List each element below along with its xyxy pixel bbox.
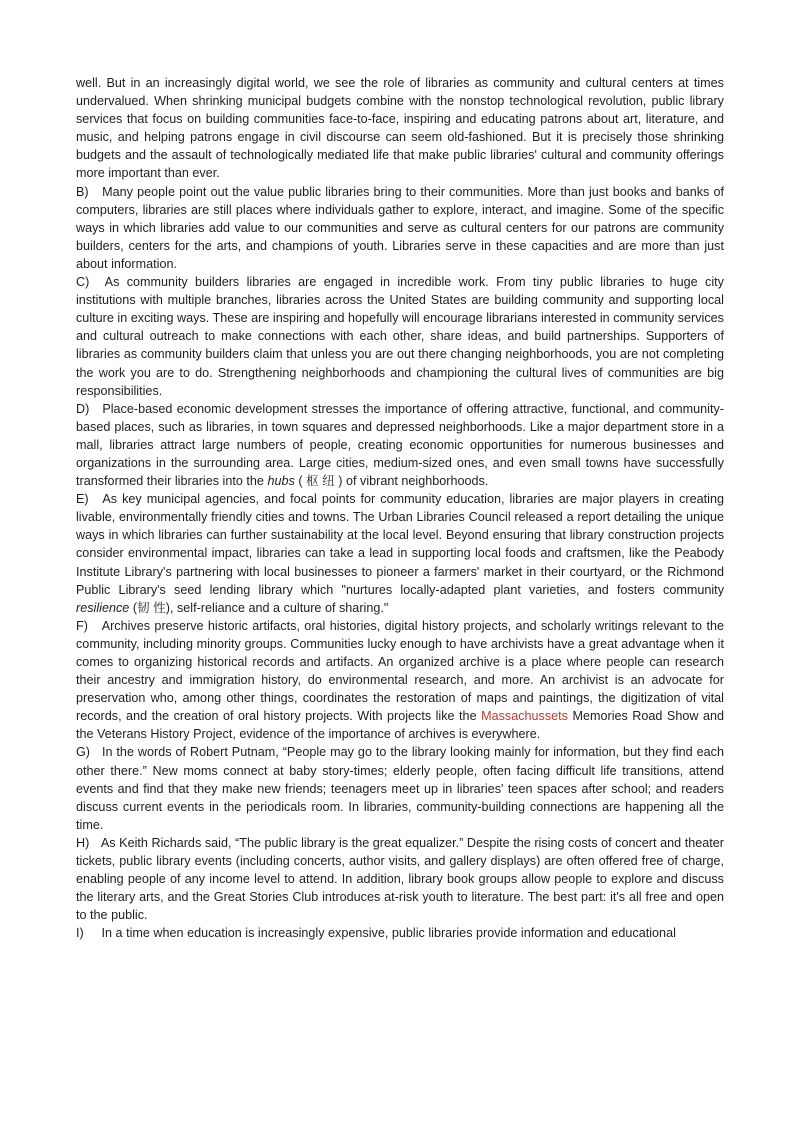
paragraph-text: In a time when education is increasingly expensive, public libraries provide information and educational xyxy=(101,926,676,941)
paragraph-b xyxy=(76,183,724,273)
paragraph-label: I) xyxy=(76,926,84,941)
paragraph-text: Archives preserve historic artifacts, oral histories, digital history projects, and scholarly writings relevant to the community, including minority groups. Communities lucky enough to have archivists have a great advantage when it comes to organizing historical records and artifacts. An organized archive is a place where people can research their ancestry and immigration history, do environmental research, and more. An archivist is an advocate for preservation who, among other things, coordinates the restoration of maps and paintings, the digitization of vital records, and the creation of oral history projects. With projects like the xyxy=(76,618,724,724)
paragraph-i xyxy=(76,924,724,942)
paragraph-text: As Keith Richards said, “The public library is the great equalizer.” Despite the rising costs of concert and theater tickets, public library events (including concerts, author visits, and gallery displays) are often offered free of charge, enabling people of any income level to attend. In addition, library book groups allow people to explore and discuss the literary arts, and the Great Stories Club introduces at-risk youth to literature. The best part: it's all free and open to the public. xyxy=(76,835,724,923)
paragraph-text-after: (韧 性), self-reliance and a culture of sharing." xyxy=(129,600,389,615)
paragraph-d xyxy=(76,400,724,490)
paragraph-f xyxy=(76,617,724,744)
highlighted-word-massachussets: Massachussets xyxy=(481,709,568,724)
italic-term-resilience: resilience xyxy=(76,600,130,615)
paragraph-text: Place-based economic development stresses the importance of offering attractive, functional, and community-based places, such as libraries, in town squares and depressed neighborhoods. Like a major department store in a mall, libraries attract large numbers of people, creating economic opportunities for numerous businesses and organizations in the surrounding area. Large cities, medium-sized ones, and even small towns have successfully transformed their libraries into the xyxy=(76,401,724,489)
paragraph-label: E) xyxy=(76,492,89,507)
paragraph-a-continued xyxy=(76,74,724,183)
paragraph-text: well. But in an increasingly digital world, we see the role of libraries as community and cultural centers at times undervalued. When shrinking municipal budgets combine with the nonstop technological revolution, public library services that focus on building communities face-to-face, inspiring and educating patrons about art, literature, and music, and helping patrons engage in civil discourse can seem old-fashioned. But it is precisely those shrinking budgets and the assault of technologically mediated life that make public libraries' cultural and community offerings more important than ever. xyxy=(76,76,724,181)
paragraph-text: In the words of Robert Putnam, “People may go to the library looking mainly for information, but they find each other there.” New moms connect at baby story-times; elderly people, often facing difficult life transitions, attend events and find that they make new friends; teenagers meet up in libraries' teen spaces after school; and readers discuss current events in the periodicals room. In libraries, community-building connections are happening all the time. xyxy=(76,745,724,832)
paragraph-c xyxy=(76,273,724,400)
italic-term-hubs: hubs xyxy=(267,474,295,489)
paragraph-label: F) xyxy=(76,618,88,633)
paragraph-h xyxy=(76,834,724,924)
paragraph-label: H) xyxy=(76,835,90,850)
paragraph-label: B) xyxy=(76,184,89,199)
document-body xyxy=(76,74,724,943)
paragraph-g xyxy=(76,743,724,833)
paragraph-e xyxy=(76,490,724,617)
paragraph-text: As key municipal agencies, and focal points for community education, libraries are major players in creating livable, environmentally friendly cities and towns. The Urban Libraries Council released a report detailing the unique ways in which libraries can further sustainability at the local level. Beyond ensuring that library construction projects consider environmental impact, libraries can take a lead in supporting local foods and craftsmen, like the Peabody Institute Library's partnering with local businesses to pioneer a farmers' market in their courtyard, or the Richmond Public Library's seed lending library which "nurtures locally-adapted plant varieties, and fosters community xyxy=(76,492,724,597)
paragraph-text-after: ( 枢 纽 ) of vibrant neighborhoods. xyxy=(294,474,489,489)
paragraph-text: As community builders libraries are engaged in incredible work. From tiny public libraries to huge city institutions with multiple branches, libraries across the United States are building community and supporting local culture in exciting ways. These are inspiring and hopefully will encourage librarians interested in community services and cultural outreach to make connections with each other, share ideas, and build partnerships. Supporters of libraries as community builders claim that unless you are out there changing neighborhoods, you are not completing the work you are to do. Strengthening neighborhoods and championing the cultural lives of communities are big responsibilities. xyxy=(76,275,724,398)
paragraph-label: D) xyxy=(76,401,90,416)
paragraph-text: Many people point out the value public libraries bring to their communities. More than just books and banks of computers, libraries are still places where individuals gather to explore, interact, and imagine. Some of the specific ways in which libraries add value to our communities and serve as cultural centers for our patrons are community builders, centers for the arts, and champions of youth. Libraries serve in these capacities and are more than just about information. xyxy=(76,184,724,271)
paragraph-text-after: Memories Road Show and the Veterans History Project, evidence of the importance of archives is everywhere. xyxy=(76,709,724,742)
paragraph-label: G) xyxy=(76,745,91,760)
paragraph-label: C) xyxy=(76,275,90,290)
